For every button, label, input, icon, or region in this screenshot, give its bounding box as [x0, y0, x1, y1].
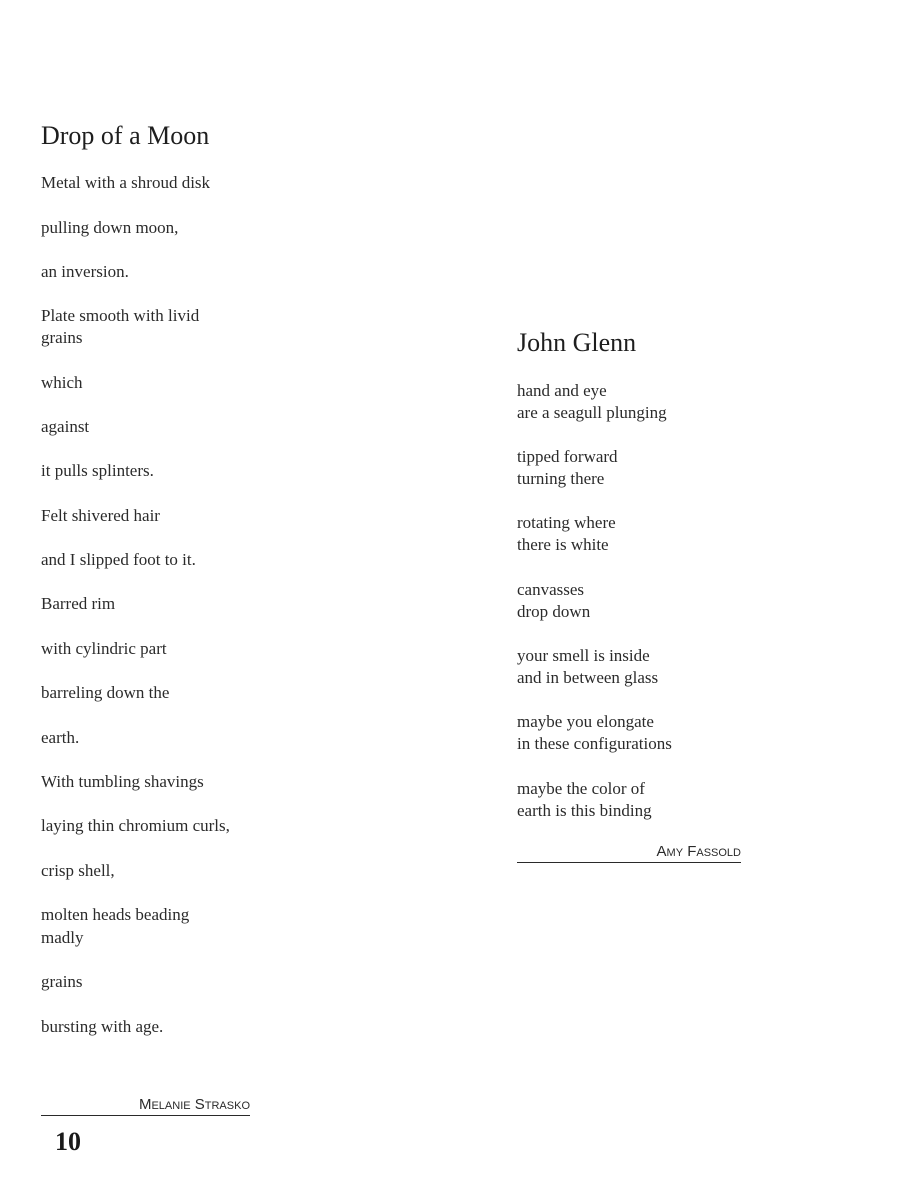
poem-line: grains — [41, 972, 83, 991]
poem-line: hand and eye — [517, 381, 607, 400]
poem-line: in these configurations — [517, 734, 672, 753]
author-byline: Melanie Strasko — [138, 1096, 250, 1113]
poem-line: maybe you elongate — [517, 712, 654, 731]
poem-line: canvasses — [517, 580, 585, 599]
poem-line: rotating where — [517, 513, 616, 532]
poem-line: Plate smooth with livid — [41, 306, 200, 325]
poem-line: Metal with a shroud disk — [41, 173, 211, 192]
poem-line: and I slipped foot to it. — [41, 550, 196, 569]
poem-line: drop down — [517, 602, 591, 621]
poem-line: which — [41, 373, 83, 392]
poem-line: with cylindric part — [41, 639, 167, 658]
poem-line: Barred rim — [41, 594, 116, 613]
poem-title-drop-of-a-moon: Drop of a Moon — [41, 121, 210, 150]
poem-line: With tumbling shavings — [41, 772, 204, 791]
poem-line: madly — [41, 928, 84, 947]
poem-line: and in between glass — [517, 668, 659, 687]
author-rule — [517, 862, 741, 863]
poem-line: are a seagull plunging — [517, 403, 667, 422]
poem-line: earth. — [41, 728, 80, 747]
poem-line: molten heads beading — [41, 905, 190, 924]
poem-line: pulling down moon, — [41, 218, 179, 237]
poem-line: bursting with age. — [41, 1017, 164, 1036]
poem-line: an inversion. — [41, 262, 129, 281]
page-number: 10 — [55, 1127, 81, 1156]
poem-line: turning there — [517, 469, 605, 488]
poem-title-john-glenn: John Glenn — [517, 328, 637, 357]
poem-line: there is white — [517, 535, 609, 554]
poem-line: Felt shivered hair — [41, 506, 160, 525]
author-byline: Amy Fassold — [656, 843, 741, 860]
poem-line: maybe the color of — [517, 779, 645, 798]
poem-line: laying thin chromium curls, — [41, 816, 230, 835]
poem-line: your smell is inside — [517, 646, 650, 665]
poem-line: barreling down the — [41, 683, 170, 702]
poem-line: against — [41, 417, 90, 436]
poem-line: it pulls splinters. — [41, 461, 154, 480]
poem-line: grains — [41, 328, 83, 347]
poem-line: crisp shell, — [41, 861, 115, 880]
poem-line: earth is this binding — [517, 801, 652, 820]
author-rule — [41, 1115, 250, 1116]
poem-line: tipped forward — [517, 447, 618, 466]
